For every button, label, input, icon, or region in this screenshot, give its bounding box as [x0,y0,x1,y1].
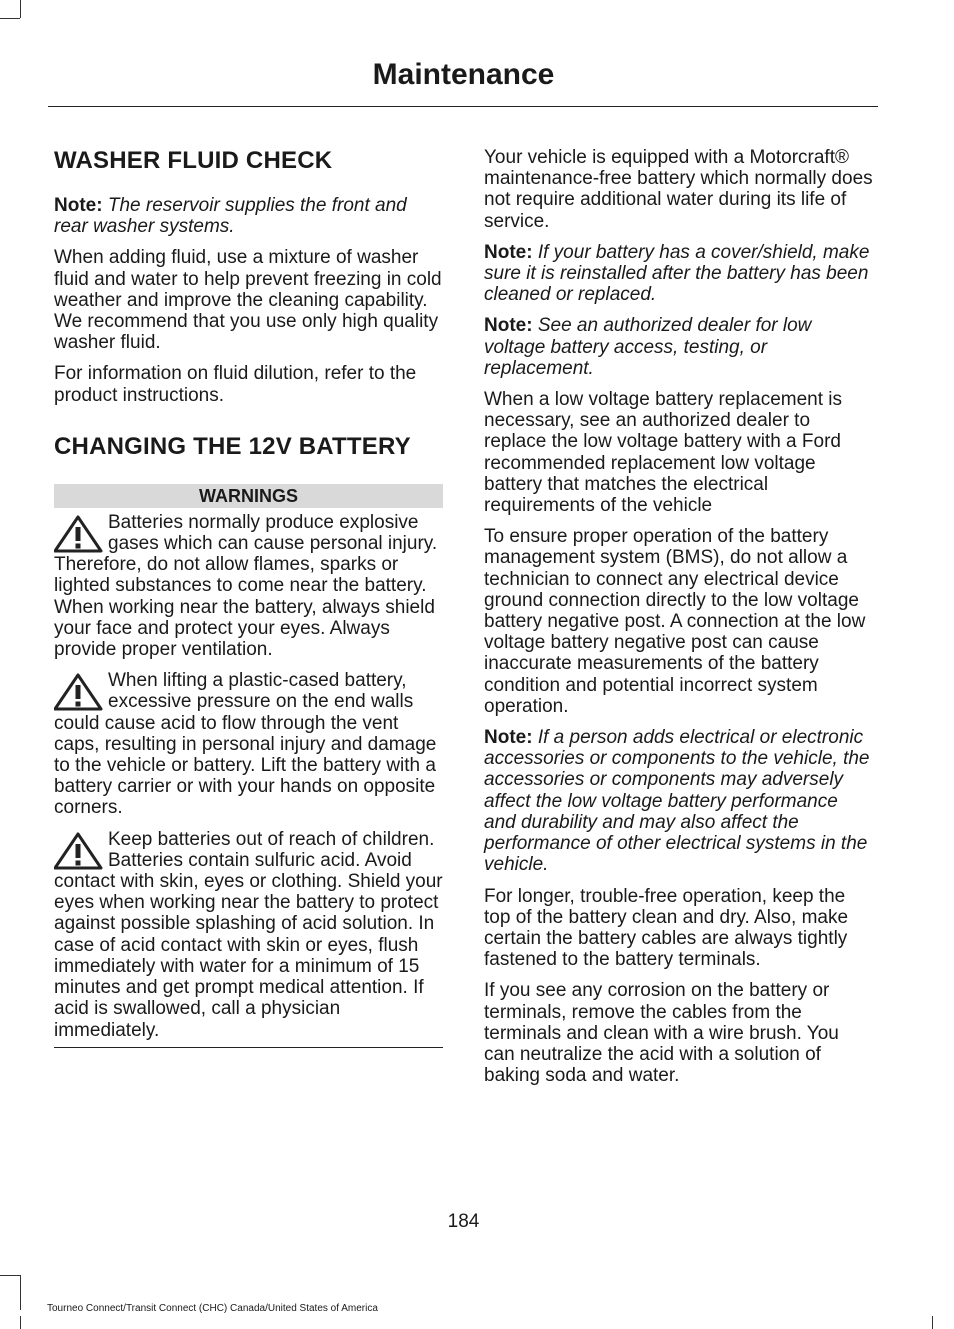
battery-note-3 [484,727,874,875]
washer-note [54,195,443,237]
battery-note-2 [484,315,874,379]
washer-heading: WASHER FLUID CHECK [54,147,333,174]
right-column [484,147,874,1096]
battery-paragraph-1: Your vehicle is equipped with a Motorcraft® maintenance-free battery which normally does not require additional water during its life of service. [484,147,873,232]
warning-item [54,829,443,1041]
note-label: Note: [484,241,533,263]
note-text: The reservoir supplies the front and rear washer systems. [54,195,407,238]
warning-text: Batteries normally produce explosive gases which can cause personal injury. Therefore, do not allow flames, sparks or lighted substances to come near the battery. When working near the battery, always shield your face and protect your eyes. Always provide proper ventilation. [54,511,438,661]
note-label: Note: [484,315,533,337]
crop-mark [20,1316,21,1329]
crop-mark [20,1275,21,1310]
note-text: See an authorized dealer for low voltage battery access, testing, or replacement. [484,315,812,379]
warning-text: Keep batteries out of reach of children. Batteries contain sulfuric acid. Avoid contact with skin, eyes or clothing. Shield your eyes when working near the battery to protect against possible splashing of acid solution. In case of acid contact with skin or eyes, flush immediately with water for a minimum of 15 minutes and get prompt medical attention. If acid is swallowed, call a physician immediately. [54,828,443,1041]
warnings-header: WARNINGS [54,484,443,508]
note-text: If a person adds electrical or electronic accessories or components to the vehicle, the accessories or components may adversely affect the low voltage battery performance and durability and may also affect the performance of other electrical systems in the vehicle. [484,727,870,876]
crop-mark [0,1275,20,1276]
battery-note-1 [484,242,874,306]
crop-mark [932,1316,933,1329]
header-rule [48,106,878,107]
warning-item [54,512,443,660]
battery-paragraph-2: When a low voltage battery replacement is necessary, see an authorized dealer to replace the low voltage battery with a Ford recommended replacement low voltage battery that matches the electrical requirements of the vehicle [484,389,843,517]
note-label: Note: [484,727,533,749]
battery-paragraph-5: If you see any corrosion on the battery or terminals, remove the cables from the terminals and clean with a wire brush. You can neutralize the acid with a solution of baking soda and water. [484,980,839,1087]
warning-triangle-icon [54,831,104,871]
battery-paragraph-4: For longer, trouble-free operation, keep the top of the battery clean and dry. Also, make certain the battery cables are always tightly fastened to the battery terminals. [484,885,849,971]
warning-triangle-icon [54,672,104,712]
note-label: Note: [54,195,103,216]
crop-mark [20,0,21,18]
crop-mark [0,18,20,19]
warnings-end-rule [54,1047,443,1048]
warning-text: When lifting a plastic-cased battery, excessive pressure on the end walls could cause acid to flow through the vent caps, resulting in personal injury and damage to the vehicle or battery. Lift the battery with a battery carrier or with your hands on opposite corners. [54,670,437,819]
washer-paragraph-2: For information on fluid dilution, refer to the product instructions. [54,363,417,406]
left-column [54,146,443,1048]
note-text: If your battery has a cover/shield, make sure it is reinstalled after the battery has been cleaned or replaced. [484,241,870,306]
warning-triangle-icon [54,514,104,554]
battery-paragraph-3: To ensure proper operation of the battery management system (BMS), do not allow a technician to connect any electrical device ground connection directly to the low voltage battery negative post. A connection at the low voltage battery negative post can cause inaccurate measurements of the battery condition and potential incorrect system operation. [484,526,866,717]
page-number: 184 [447,1211,480,1232]
footer-text: Tourneo Connect/Transit Connect (CHC) Canada/United States of America [47,1303,378,1314]
washer-paragraph-1: When adding fluid, use a mixture of washer fluid and water to help prevent freezing in cold weather and improve the cleaning capability. We recommend that you use only high quality washer fluid. [54,247,442,354]
page-title: Maintenance [372,58,555,91]
battery-heading: CHANGING THE 12V BATTERY [54,432,411,460]
warning-item [54,670,443,818]
